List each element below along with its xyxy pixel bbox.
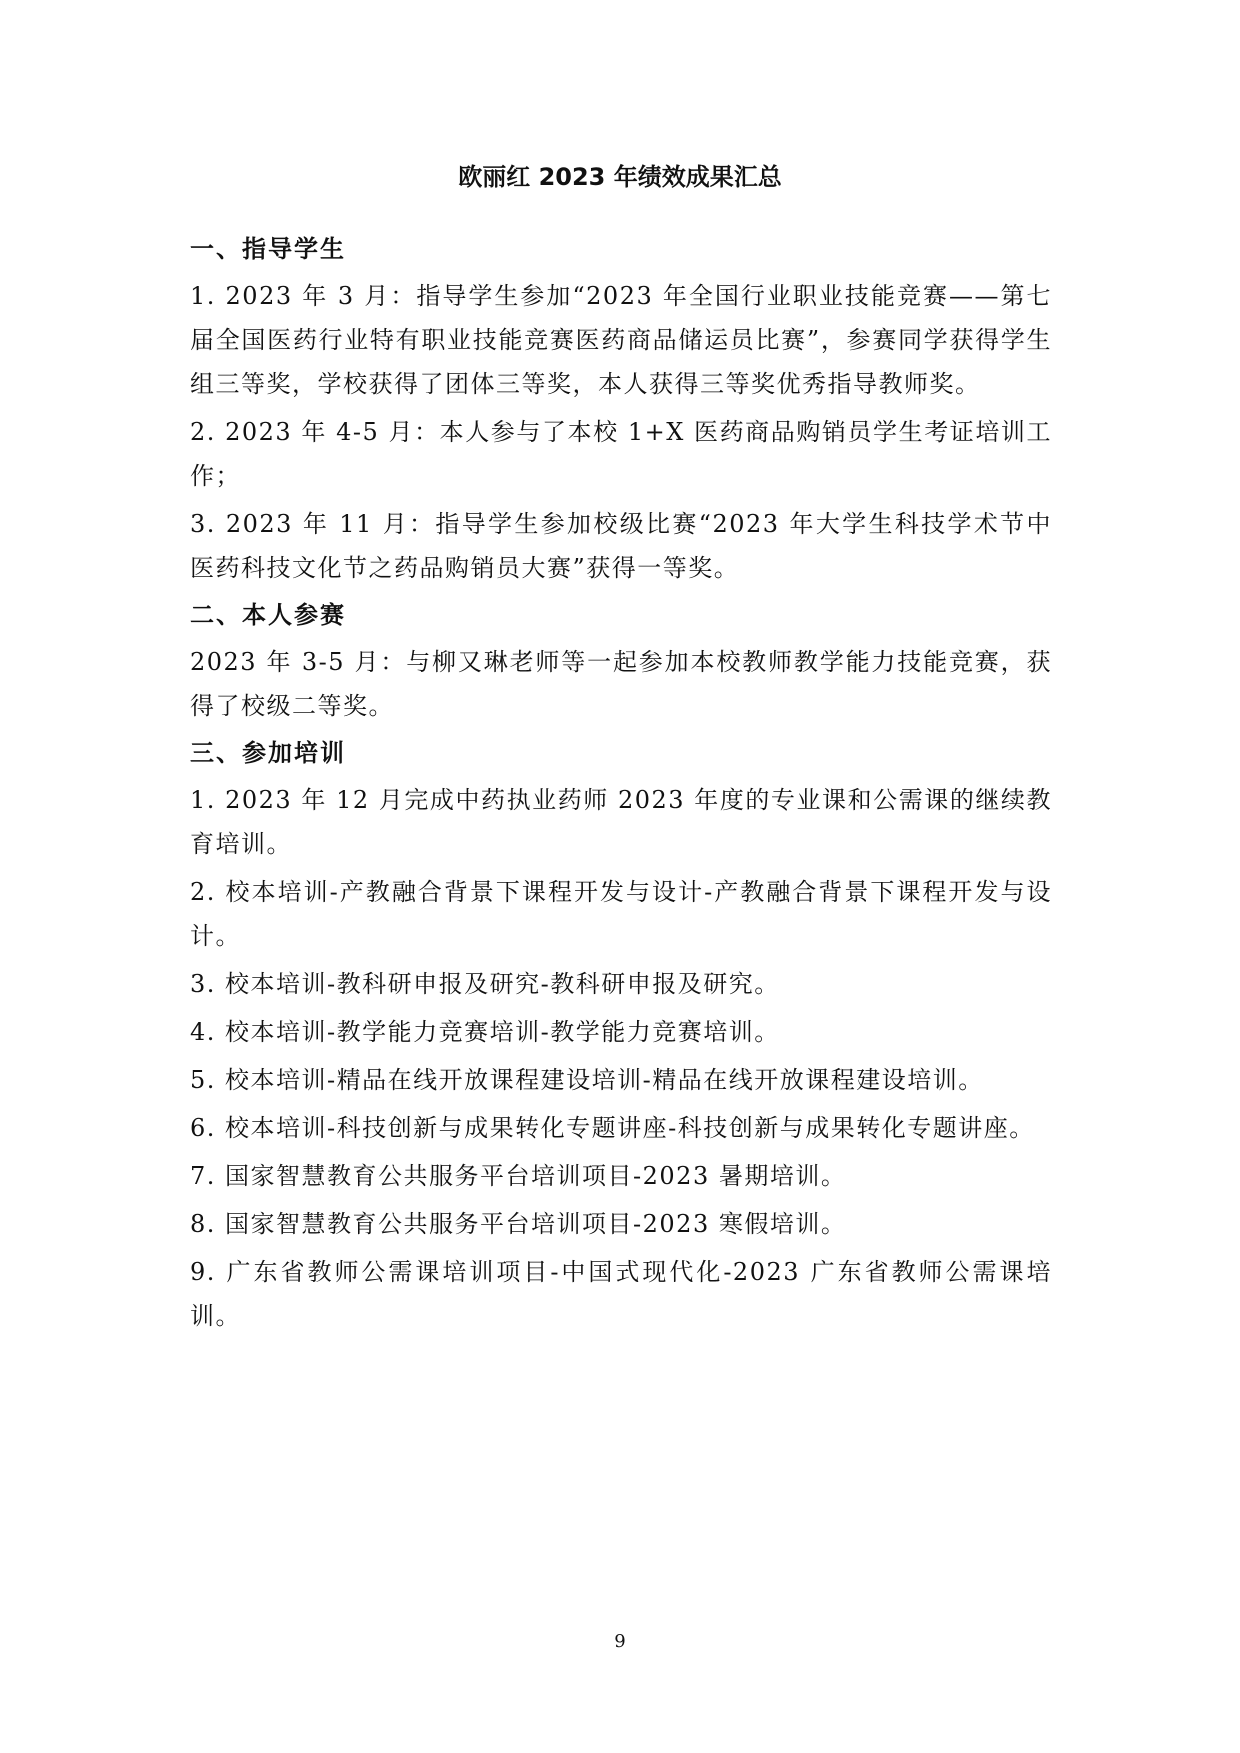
section-heading: 二、本人参赛 bbox=[190, 601, 346, 629]
paragraph: 2. 校本培训-产教融合背景下课程开发与设计-产教融合背景下课程开发与设计。 bbox=[190, 878, 1052, 950]
paragraph: 3. 2023 年 11 月：指导学生参加校级比赛“2023 年大学生科技学术节中医药科技文化节之药品购销员大赛”获得一等奖。 bbox=[190, 510, 1052, 582]
paragraph: 2023 年 3-5 月：与柳又琳老师等一起参加本校教师教学能力技能竞赛，获得了校级二等奖。 bbox=[190, 648, 1052, 720]
section-own-competition bbox=[190, 598, 1052, 728]
paragraph: 5. 校本培训-精品在线开放课程建设培训-精品在线开放课程建设培训。 bbox=[190, 1066, 984, 1094]
paragraph: 1. 2023 年 12 月完成中药执业药师 2023 年度的专业课和公需课的继续教育培训。 bbox=[190, 786, 1052, 858]
section-heading: 三、参加培训 bbox=[190, 739, 346, 767]
document-body bbox=[190, 232, 1052, 1346]
paragraph: 7. 国家智慧教育公共服务平台培训项目-2023 暑期培训。 bbox=[190, 1162, 847, 1190]
section-guide-students bbox=[190, 232, 1052, 590]
section-training bbox=[190, 736, 1052, 1338]
paragraph: 2. 2023 年 4-5 月：本人参与了本校 1+X 医药商品购销员学生考证培训工作； bbox=[190, 418, 1052, 490]
document-title: 欧丽红 2023 年绩效成果汇总 bbox=[458, 163, 782, 191]
paragraph: 8. 国家智慧教育公共服务平台培训项目-2023 寒假培训。 bbox=[190, 1210, 847, 1238]
page-number: 9 bbox=[614, 1631, 626, 1652]
paragraph: 1. 2023 年 3 月：指导学生参加“2023 年全国行业职业技能竞赛——第七届全国医药行业特有职业技能竞赛医药商品储运员比赛”，参赛同学获得学生组三等奖，学校获得了团体三等奖，本人获得三等奖优秀指导教师奖。 bbox=[190, 282, 1052, 398]
paragraph: 3. 校本培训-教科研申报及研究-教科研申报及研究。 bbox=[190, 970, 780, 998]
paragraph: 6. 校本培训-科技创新与成果转化专题讲座-科技创新与成果转化专题讲座。 bbox=[190, 1114, 1035, 1142]
paragraph: 4. 校本培训-教学能力竞赛培训-教学能力竞赛培训。 bbox=[190, 1018, 780, 1046]
section-heading: 一、指导学生 bbox=[190, 235, 346, 263]
paragraph: 9. 广东省教师公需课培训项目-中国式现代化-2023 广东省教师公需课培训。 bbox=[190, 1258, 1052, 1330]
